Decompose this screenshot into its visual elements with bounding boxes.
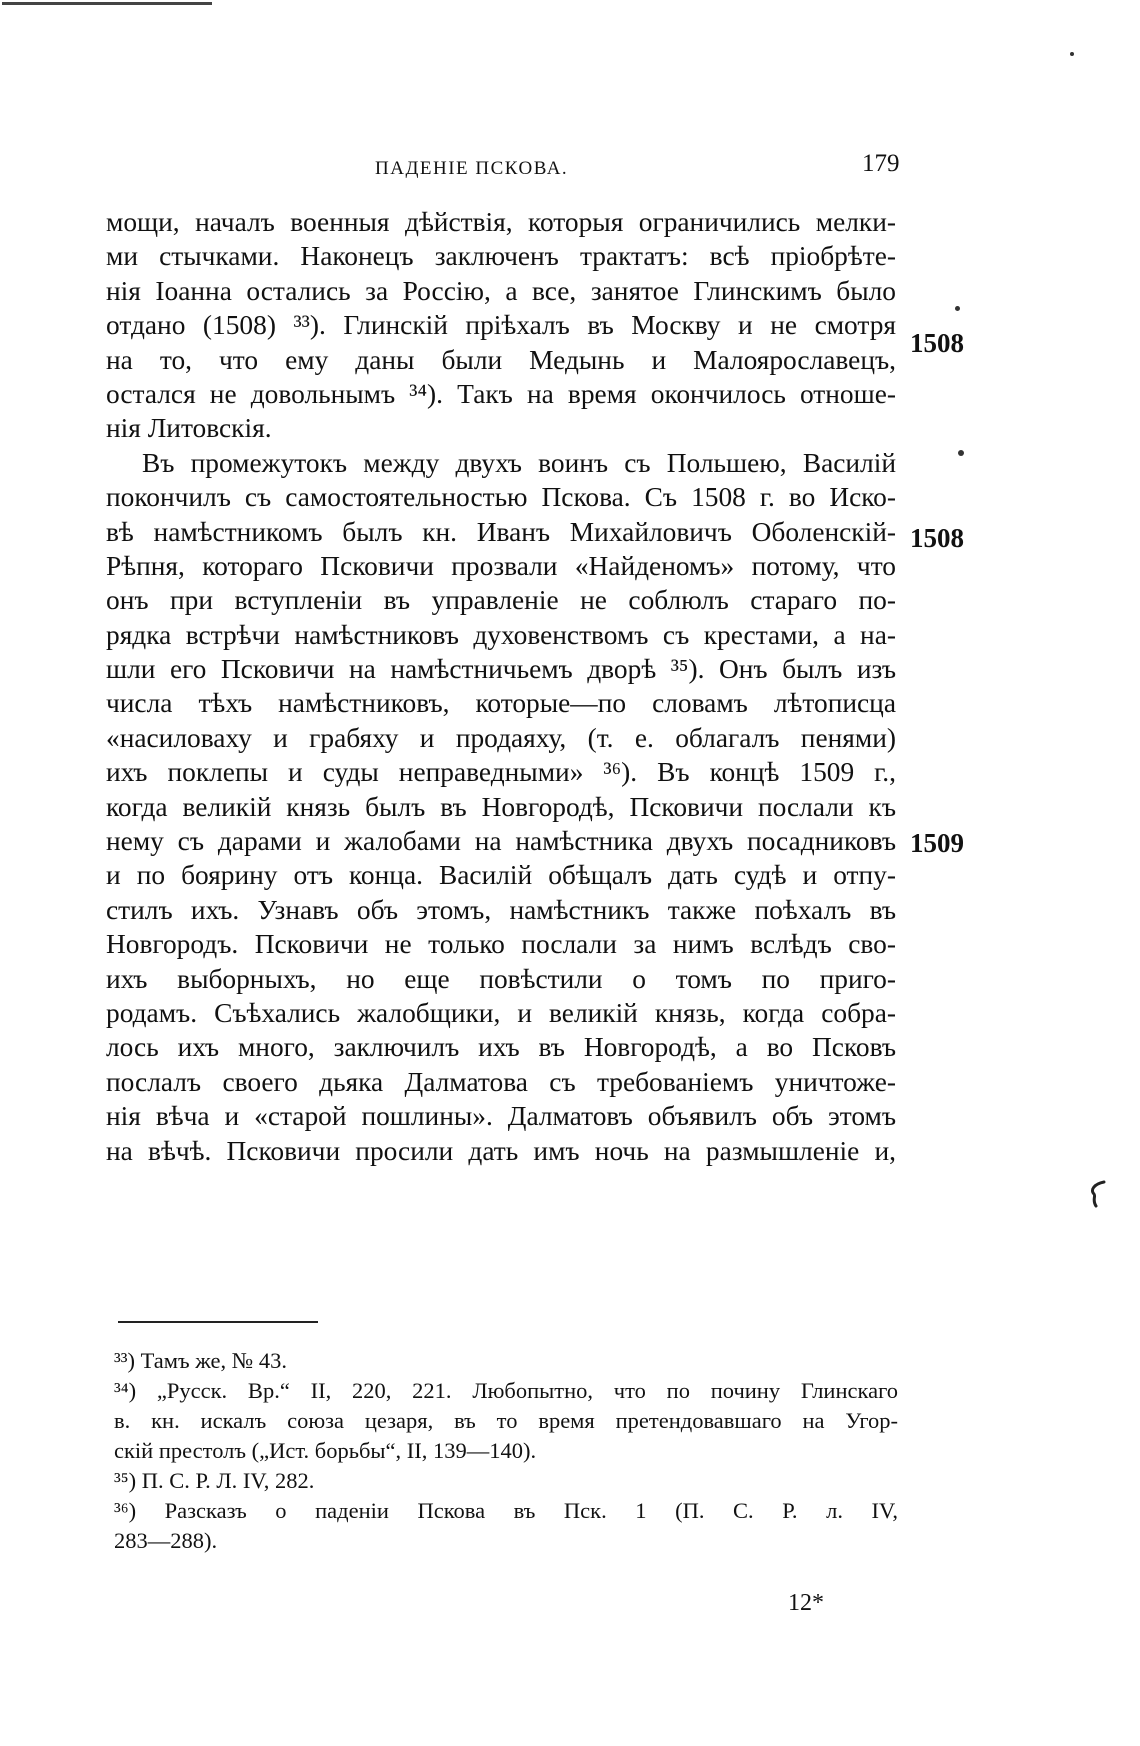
footnote-34-cont: в. кн. искалъ союза цезаря, въ то время претендовавшаго на Угор- [114,1408,898,1433]
text-line: онъ при вступленіи въ управленіе не соблюлъ стараго по- [106,585,896,616]
footnote-separator [118,1321,318,1323]
running-title: ПАДЕНІЕ ПСКОВА. [375,158,569,179]
footnote-35: ³⁵) П. С. Р. Л. IV, 282. [114,1468,315,1493]
text-line: нія Іоанна остались за Россію, а все, занятое Глинскимъ было [106,275,896,306]
text-line: ихъ выборныхъ, но еще повѣстили о томъ по приго- [106,963,896,994]
text-line: на то, что ему даны были Медынь и Малоярославецъ, [106,344,896,375]
ink-speck [958,450,964,456]
text-line: стилъ ихъ. Узнавъ объ этомъ, намѣстникъ также поѣхалъ въ [106,894,896,925]
text-line: ми стычками. Наконецъ заключенъ трактатъ: всѣ пріобрѣте- [106,241,896,272]
text-line: послалъ своего дьяка Далматова съ требованіемъ уничтоже- [106,1066,896,1097]
text-line: ихъ поклепы и суды неправедными» ³⁶). Въ концѣ 1509 г., [106,757,896,788]
footnote-33: ³³) Тамъ же, № 43. [114,1348,287,1373]
text-line: покончилъ съ самостоятельностью Пскова. Съ 1508 г. во Иско- [106,482,896,513]
main-text-block [106,205,896,1168]
text-line: отдано (1508) ³³). Глинскій пріѣхалъ въ Москву и не смотря [106,310,896,341]
ink-speck [1070,52,1074,56]
text-line: числа тѣхъ намѣстниковъ, которые—по словамъ лѣтописца [106,688,896,719]
text-line: нему съ дарами и жалобами на намѣстника двухъ посадниковъ [106,826,896,857]
text-line: Новгородъ. Псковичи не только послали за нимъ вслѣдъ сво- [106,929,896,960]
text-line: остался не довольнымъ ³⁴). Такъ на время окончилось отноше- [106,378,896,409]
margin-year-1509: 1509 [910,828,964,858]
text-line: на вѣчѣ. Псковичи просили дать имъ ночь на размышленіе и, [106,1135,896,1166]
footnotes-block [114,1346,898,1556]
text-line: мощи, началъ военныя дѣйствія, которыя ограничились мелки- [106,207,896,237]
text-line: родамъ. Съѣхались жалобщики, и великій князь, когда собра- [106,997,896,1028]
text-line: «насиловаху и грабяху и продаяху, (т. е. облагалъ пенями) [106,722,896,753]
margin-year-1508-second: 1508 [910,523,964,553]
footnote-34: ³⁴) „Русск. Вр.“ II, 220, 221. Любопытно, что по почину Глинскаго [114,1378,898,1403]
text-line: когда великій князь былъ въ Новгородѣ, Псковичи послали къ [106,791,896,822]
footnote-36: ³⁶) Разсказъ о паденіи Пскова въ Пск. 1 (П. С. Р. л. IV, [114,1498,898,1523]
text-line: лось ихъ много, заключилъ ихъ въ Новгородѣ, а во Псковъ [106,1032,896,1063]
text-line: рядка встрѣчи намѣстниковъ духовенствомъ съ крестами, а на- [106,619,896,650]
footnote-34-end: скій престолъ („Ист. борьбы“, II, 139—140). [114,1438,537,1463]
margin-year-1508: 1508 [910,328,964,358]
signature-mark: 12* [788,1590,824,1616]
text-line: и по боярину отъ конца. Василій обѣщалъ дать судѣ и отпу- [106,860,896,891]
text-line: Рѣпня, котораго Псковичи прозвали «Найденомъ» потому, что [106,550,896,581]
text-line: вѣ намѣстникомъ былъ кн. Иванъ Михайловичъ Оболенскій- [106,516,896,547]
footnote-36-end: 283—288). [114,1528,218,1553]
text-line: нія Литовскія. [106,413,272,444]
page-number: 179 [862,150,900,177]
text-line: нія вѣча и «старой пошлины». Далматовъ объявилъ объ этомъ [106,1101,896,1132]
text-line: Въ промежутокъ между двухъ воинъ съ Польшею, Василій [142,447,896,478]
scan-edge-mark [2,2,212,5]
ink-squiggle-icon [1086,1178,1108,1208]
ink-speck [955,306,960,311]
text-line: шли его Псковичи на намѣстничьемъ дворѣ ³⁵). Онъ былъ изъ [106,654,896,685]
